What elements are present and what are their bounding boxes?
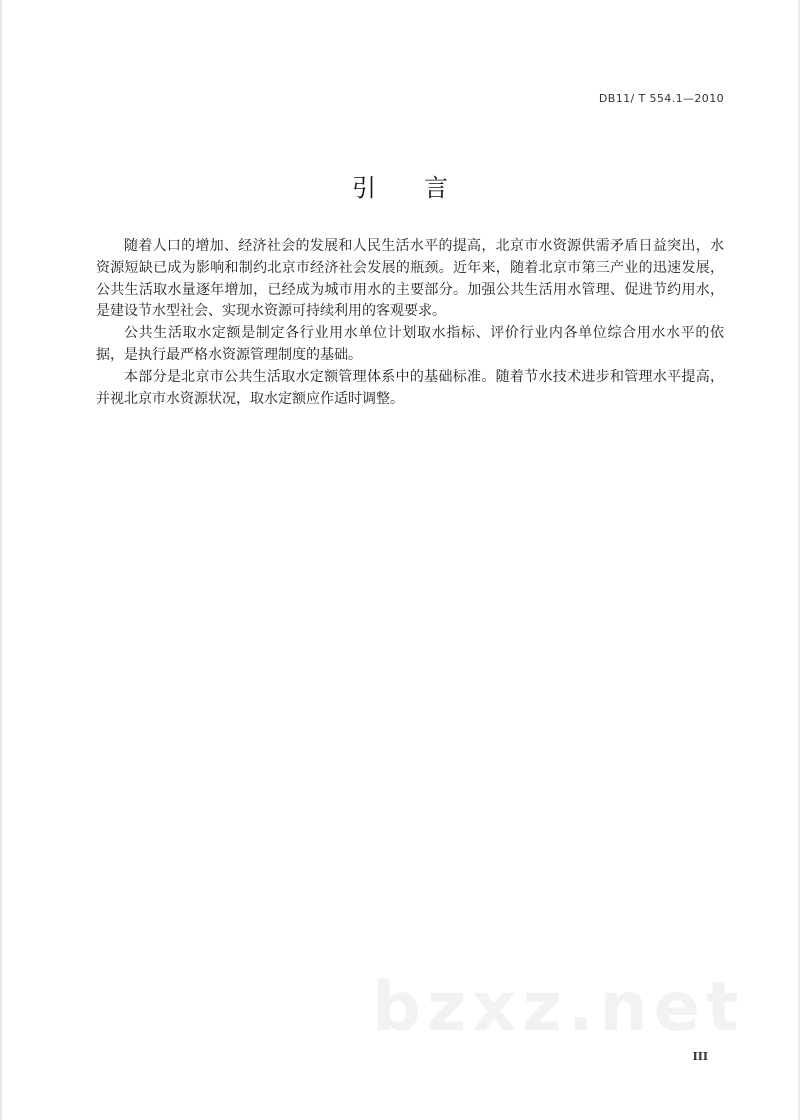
paragraph-1: 随着人口的增加、经济社会的发展和人民生活水平的提高，北京市水资源供需矛盾日益突出，水资源短缺已成为影响和制约北京市经济社会发展的瓶颈。近年来，随着北京市第三产业的迅速发展，公共生活取水量逐年增加，已经成为城市用水的主要部分。加强公共生活用水管理、促进节约用水，是建设节水型社会、实现水资源可持续利用的客观要求。 xyxy=(96,238,724,320)
paragraph-2: 公共生活取水定额是制定各行业用水单位计划取水指标、评价行业内各单位综合用水水平的依据，是执行最严格水资源管理制度的基础。 xyxy=(96,325,724,363)
paragraph-3: 本部分是北京市公共生活取水定额管理体系中的基础标准。随着节水技术进步和管理水平提高，并视北京市水资源状况，取水定额应作适时调整。 xyxy=(96,368,724,407)
standard-code: DB11/ T 554.1—2010 xyxy=(598,92,724,105)
page-number: III xyxy=(692,1050,708,1063)
watermark: bzxz.net xyxy=(372,968,745,1047)
introduction-body xyxy=(96,236,724,410)
page-title: 引言 xyxy=(352,174,496,202)
